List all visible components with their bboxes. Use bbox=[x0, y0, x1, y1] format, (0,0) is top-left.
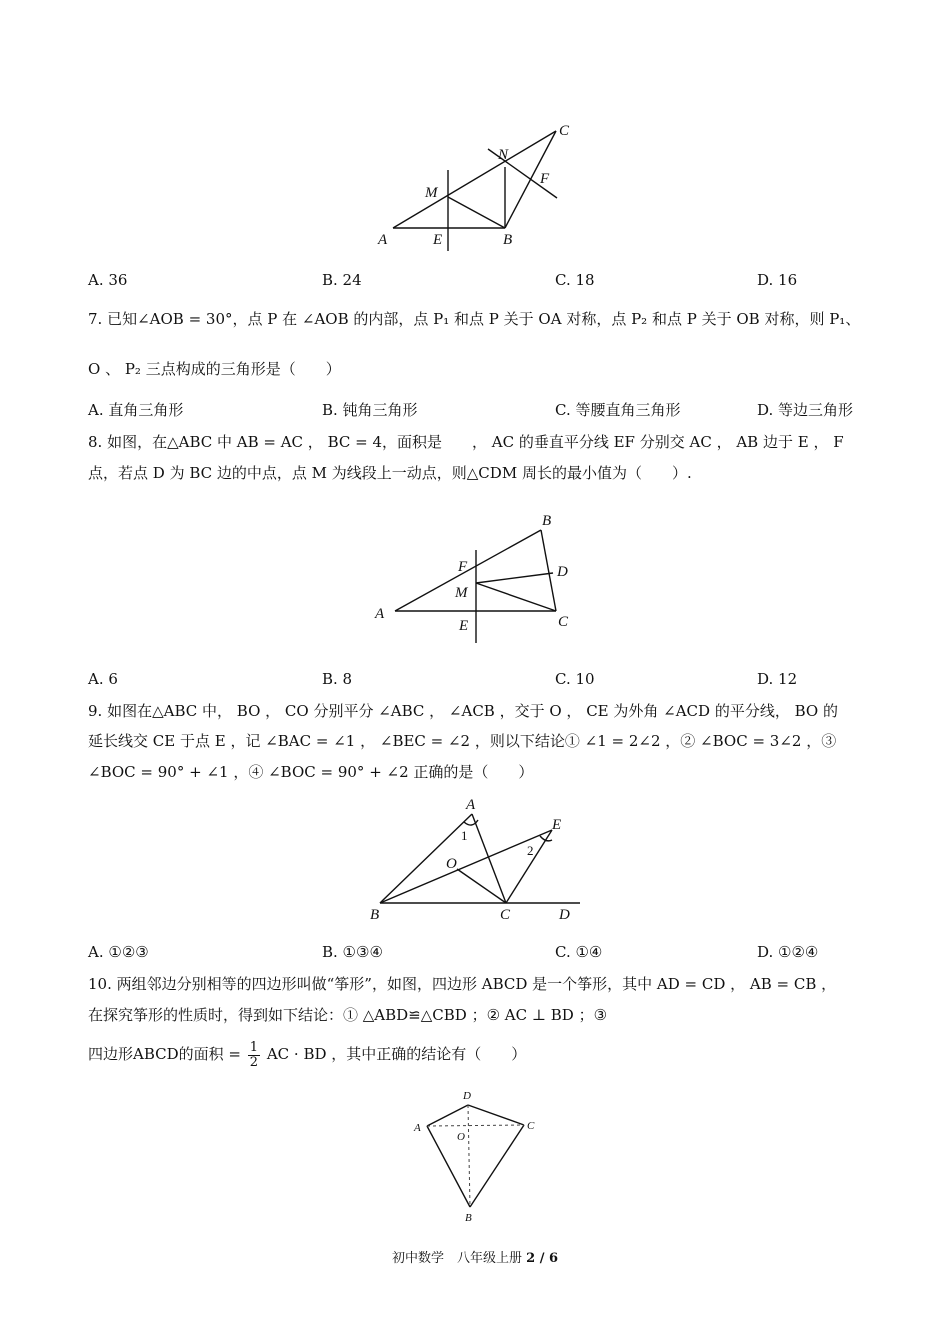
q10-stem-line1: 10. 两组邻边分别相等的四边形叫做“筝形”，如图，四边形 ABCD 是一个筝形，其中 AD = CD ， AB = CB ， bbox=[88, 975, 837, 993]
label-B: B bbox=[542, 513, 552, 529]
figure-q9 bbox=[360, 793, 590, 925]
label-A: A bbox=[375, 606, 385, 622]
label-A: A bbox=[414, 1122, 421, 1134]
label-B: B bbox=[370, 907, 380, 923]
label-B: B bbox=[503, 232, 513, 248]
label-O: O bbox=[446, 856, 457, 872]
q6-option-d[interactable]: D. 16 bbox=[757, 271, 798, 289]
q9-stem-line3: ∠BOC = 90° + ∠1 ，④ ∠BOC = 90° + ∠2 正确的是（ ） bbox=[88, 763, 534, 781]
q9-option-c[interactable]: C. ①④ bbox=[555, 943, 603, 961]
q9-option-d[interactable]: D. ①②④ bbox=[757, 943, 819, 961]
q10-area-formula: AC · BD ，其中正确的结论有（ ） bbox=[266, 1045, 527, 1063]
label-E: E bbox=[433, 232, 443, 248]
label-D: D bbox=[559, 907, 570, 923]
fraction-numerator: 1 bbox=[249, 1039, 259, 1055]
label-F: F bbox=[540, 171, 550, 187]
q9-stem-line2: 延长线交 CE 于点 E ，记 ∠BAC = ∠1 ， ∠BEC = ∠2 ，则以下结论① ∠1 = 2∠2 ，② ∠BOC = 3∠2 ，③ bbox=[88, 732, 837, 750]
label-C: C bbox=[500, 907, 511, 923]
fraction-denominator: 2 bbox=[249, 1054, 259, 1070]
q8-option-a[interactable]: A. 6 bbox=[88, 670, 118, 688]
q7-option-c[interactable]: C. 等腰直角三角形 bbox=[555, 401, 681, 419]
q6-option-a[interactable]: A. 36 bbox=[88, 271, 128, 289]
fraction-one-half bbox=[248, 1041, 260, 1070]
q9-option-a[interactable]: A. ①②③ bbox=[88, 943, 149, 961]
label-C: C bbox=[558, 614, 569, 630]
figure-q6 bbox=[370, 118, 590, 253]
q9-stem-line1: 9. 如图在△ABC 中， BO ， CO 分别平分 ∠ABC ， ∠ACB ，交于 O ， CE 为外角 ∠ACD 的平分线， BO 的 bbox=[88, 702, 838, 720]
label-C: C bbox=[527, 1120, 535, 1132]
q7-option-d[interactable]: D. 等边三角形 bbox=[757, 401, 854, 419]
label-M: M bbox=[455, 585, 468, 601]
q7-stem-line1: 7. 已知∠AOB = 30°，点 P 在 ∠AOB 的内部，点 P₁ 和点 P 关于 OA 对称，点 P₂ 和点 P 关于 OB 对称，则 P₁、 bbox=[88, 310, 861, 328]
label-A: A bbox=[466, 797, 476, 813]
page-footer bbox=[0, 1247, 950, 1266]
q8-stem-line1: 8. 如图，在△ABC 中 AB = AC ， BC = 4，面积是 ， AC 的垂直平分线 EF 分别交 AC ， AB 边于 E ， F bbox=[88, 433, 844, 451]
q10-area-text: 四边形ABCD的面积 = bbox=[88, 1045, 241, 1063]
q10-stem-line2: 在探究筝形的性质时，得到如下结论：① △ABD≌△CBD ；② AC ⊥ BD ；③ bbox=[88, 1006, 608, 1024]
footer-page-number: 2 / 6 bbox=[526, 1251, 559, 1266]
footer-subject: 初中数学 八年级上册 bbox=[391, 1251, 522, 1266]
figure-q10 bbox=[405, 1085, 555, 1225]
q9-option-b[interactable]: B. ①③④ bbox=[322, 943, 383, 961]
label-angle-1: 1 bbox=[461, 828, 468, 843]
q7-option-a[interactable]: A. 直角三角形 bbox=[88, 401, 184, 419]
label-E: E bbox=[459, 618, 469, 634]
label-M: M bbox=[425, 185, 438, 201]
label-D: D bbox=[557, 564, 568, 580]
label-N: N bbox=[498, 147, 509, 163]
q7-stem-line2: O 、 P₂ 三点构成的三角形是（ ） bbox=[88, 360, 341, 378]
q8-option-d[interactable]: D. 12 bbox=[757, 670, 798, 688]
label-F: F bbox=[458, 559, 468, 575]
label-B: B bbox=[465, 1212, 472, 1224]
q8-option-b[interactable]: B. 8 bbox=[322, 670, 353, 688]
q8-stem-line2: 点，若点 D 为 BC 边的中点，点 M 为线段上一动点，则△CDM 周长的最小值为（ ）. bbox=[88, 464, 692, 482]
q10-stem-line3 bbox=[88, 1040, 526, 1070]
label-C: C bbox=[559, 123, 570, 139]
label-angle-2: 2 bbox=[527, 843, 534, 858]
label-E: E bbox=[552, 817, 562, 833]
label-A: A bbox=[378, 232, 388, 248]
figure-q8 bbox=[370, 510, 590, 645]
label-O: O bbox=[457, 1131, 465, 1143]
q6-option-b[interactable]: B. 24 bbox=[322, 271, 362, 289]
q7-option-b[interactable]: B. 钝角三角形 bbox=[322, 401, 418, 419]
q6-option-c[interactable]: C. 18 bbox=[555, 271, 595, 289]
q8-option-c[interactable]: C. 10 bbox=[555, 670, 595, 688]
label-D: D bbox=[463, 1090, 471, 1102]
